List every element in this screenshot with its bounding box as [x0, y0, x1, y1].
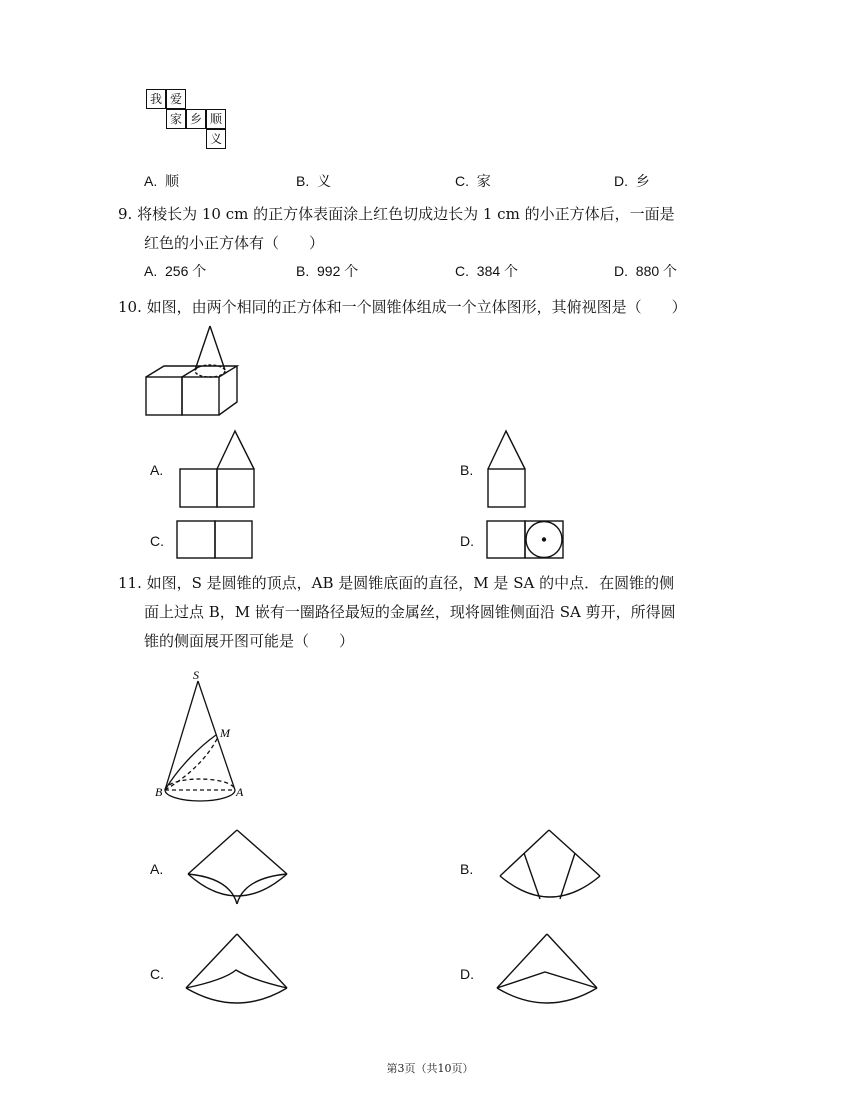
option-label: C.	[455, 263, 469, 279]
q9-option-a[interactable]	[144, 260, 206, 282]
net-cell: 家	[166, 109, 186, 129]
q10-stem-line1: 10. 如图，由两个相同的正方体和一个圆锥体组成一个立体图形，其俯视图是（ ）	[118, 298, 687, 316]
option-label: D.	[614, 173, 628, 189]
q10-option-c-label[interactable]: C.	[150, 533, 164, 549]
q11-stem-line1: 11. 如图，S 是圆锥的顶点，AB 是圆锥底面的直径，M 是 SA 的中点．在圆锥的侧	[118, 574, 675, 592]
option-label: B.	[296, 173, 310, 189]
option-label: A.	[144, 173, 158, 189]
cone-label-s: S	[193, 668, 199, 682]
option-text: 880 个	[635, 263, 678, 279]
q8-option-b[interactable]	[296, 170, 331, 192]
option-text: 顺	[165, 173, 180, 189]
q10-option-b-label[interactable]: B.	[460, 462, 474, 478]
option-label: D.	[614, 263, 628, 279]
q11-stem-line2: 面上过点 B，M 嵌有一圈路径最短的金属丝，现将圆锥侧面沿 SA 剪开，所得圆	[144, 603, 676, 621]
q11-option-d-label[interactable]: D.	[460, 966, 474, 982]
q11-cone-figure	[150, 665, 260, 810]
q10-option-a-figure[interactable]	[176, 428, 258, 510]
cone-label-a: A	[236, 785, 244, 799]
option-text: 乡	[635, 173, 650, 189]
net-cell: 我	[146, 89, 166, 109]
page-footer: 第3页（共10页）	[386, 1062, 474, 1075]
q11-option-c-label[interactable]: C.	[150, 966, 164, 982]
q11-option-b-label[interactable]: B.	[460, 861, 474, 877]
q11-option-d-figure[interactable]	[493, 930, 613, 1012]
net-cell: 乡	[186, 109, 206, 129]
q10-option-d-label[interactable]: D.	[460, 533, 474, 549]
q8-option-d[interactable]	[614, 170, 650, 192]
option-label: C.	[455, 173, 469, 189]
option-text: 256 个	[165, 263, 207, 279]
q9-option-c[interactable]	[455, 260, 518, 282]
q11-option-b-figure[interactable]	[494, 826, 614, 908]
option-label: B.	[296, 263, 310, 279]
q9-stem-line1: 9. 将棱长为 10 cm 的正方体表面涂上红色切成边长为 1 cm 的小正方体后，一面是	[118, 205, 675, 223]
option-label: A.	[144, 263, 158, 279]
net-cell: 顺	[206, 109, 226, 129]
option-text: 家	[476, 173, 491, 189]
q10-option-c-figure[interactable]	[174, 518, 256, 562]
q9-option-b[interactable]	[296, 260, 358, 282]
q11-option-a-label[interactable]: A.	[150, 861, 164, 877]
q11-option-a-figure[interactable]	[180, 826, 300, 908]
option-text: 992 个	[317, 263, 359, 279]
q11-stem-line3: 锥的侧面展开图可能是（ ）	[144, 632, 355, 650]
option-text: 384 个	[476, 263, 519, 279]
q10-option-a-label[interactable]: A.	[150, 462, 164, 478]
q11-option-c-figure[interactable]	[182, 930, 302, 1012]
q10-option-d-figure[interactable]	[484, 518, 568, 562]
net-cell: 爱	[166, 89, 186, 109]
q10-option-b-figure[interactable]	[485, 428, 530, 510]
q9-option-d[interactable]	[614, 260, 677, 282]
net-cell: 义	[206, 129, 226, 149]
option-text: 义	[317, 173, 332, 189]
cone-label-b: B	[155, 785, 163, 799]
cone-label-m: M	[220, 726, 230, 740]
q10-solid-figure	[140, 322, 250, 418]
q9-stem-line2: 红色的小正方体有（ ）	[144, 234, 325, 252]
q8-option-a[interactable]	[144, 170, 179, 192]
q8-option-c[interactable]	[455, 170, 491, 192]
